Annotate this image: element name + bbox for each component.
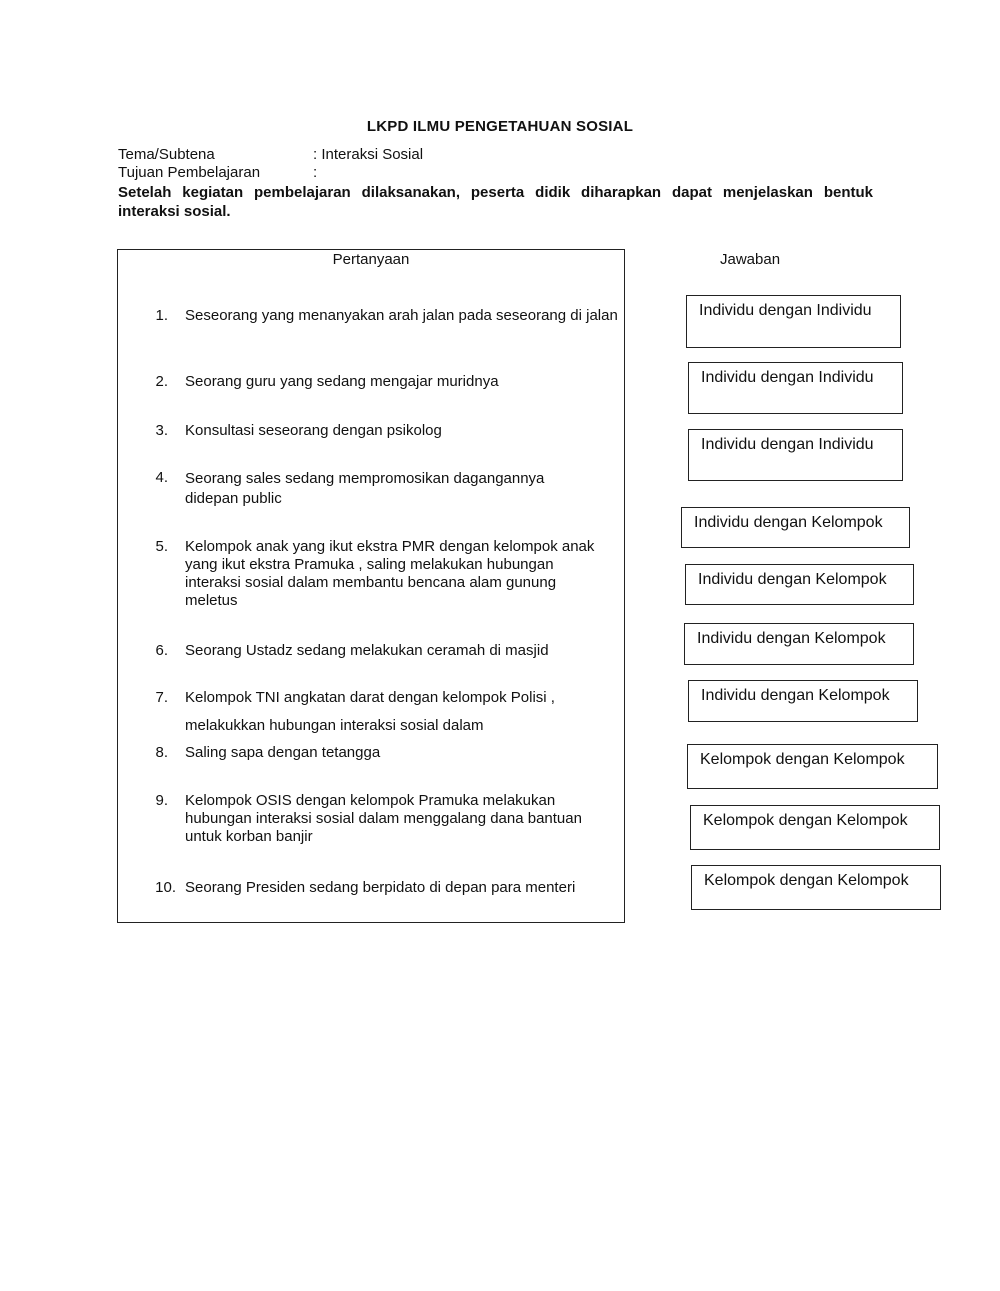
question-number: 4. <box>155 469 168 486</box>
question-text: Seorang guru yang sedang mengajar muridnya <box>185 373 499 390</box>
question-text: Seorang sales sedang mempromosikan dagangannya didepan public <box>185 470 545 507</box>
answer-box[interactable]: Individu dengan Individu <box>686 295 901 348</box>
answer-box[interactable]: Individu dengan Kelompok <box>688 680 918 722</box>
question-text: Kelompok anak yang ikut ekstra PMR dengan kelompok anak yang ikut ekstra Pramuka , saling melakukan hubungan interaksi sosial dalam membantu bencana alam gunung meletus <box>185 538 595 609</box>
answer-header: Jawaban <box>720 251 781 268</box>
answer-box[interactable]: Kelompok dengan Kelompok <box>691 865 941 910</box>
question-text: Saling sapa dengan tetangga <box>185 744 381 761</box>
answer-box[interactable]: Individu dengan Kelompok <box>684 623 914 665</box>
answer-box[interactable]: Kelompok dengan Kelompok <box>687 744 938 789</box>
question-number: 5. <box>155 538 168 555</box>
question-text-continued: melakukkan hubungan interaksi sosial dalam <box>185 717 484 734</box>
question-text: Seseorang yang menanyakan arah jalan pada seseorang di jalan <box>185 307 618 324</box>
tema-value: : Interaksi Sosial <box>313 146 424 163</box>
answer-box[interactable]: Individu dengan Kelompok <box>681 507 910 548</box>
question-number: 9. <box>155 792 168 809</box>
tema-label: Tema/Subtena <box>118 146 215 163</box>
tujuan-value: : <box>313 164 318 181</box>
answer-box[interactable]: Individu dengan Individu <box>688 429 903 481</box>
learning-objective: Setelah kegiatan pembelajaran dilaksanakan, peserta didik diharapkan dapat menjelaskan bentuk interaksi sosial. <box>118 184 873 220</box>
question-header: Pertanyaan <box>332 251 410 268</box>
answer-box[interactable]: Individu dengan Individu <box>688 362 903 414</box>
question-number: 8. <box>155 744 168 761</box>
tujuan-label: Tujuan Pembelajaran <box>118 164 261 181</box>
question-number: 2. <box>155 373 168 390</box>
question-number: 7. <box>155 689 168 706</box>
question-number: 3. <box>155 422 168 439</box>
question-text: Seorang Ustadz sedang melakukan ceramah di masjid <box>185 642 549 659</box>
question-number: 6. <box>155 642 168 659</box>
answer-box[interactable]: Individu dengan Kelompok <box>685 564 914 605</box>
question-text: Kelompok TNI angkatan darat dengan kelompok Polisi , <box>185 689 555 706</box>
question-text: Kelompok OSIS dengan kelompok Pramuka melakukan hubungan interaksi sosial dalam menggalang dana bantuan untuk korban banjir <box>185 792 582 845</box>
worksheet-title: LKPD ILMU PENGETAHUAN SOSIAL <box>366 118 634 135</box>
question-number: 1. <box>155 307 168 324</box>
question-text: Seorang Presiden sedang berpidato di depan para menteri <box>185 879 576 896</box>
question-text: Konsultasi seseorang dengan psikolog <box>185 422 442 439</box>
question-number: 10. <box>155 879 176 896</box>
answer-box[interactable]: Kelompok dengan Kelompok <box>690 805 940 850</box>
